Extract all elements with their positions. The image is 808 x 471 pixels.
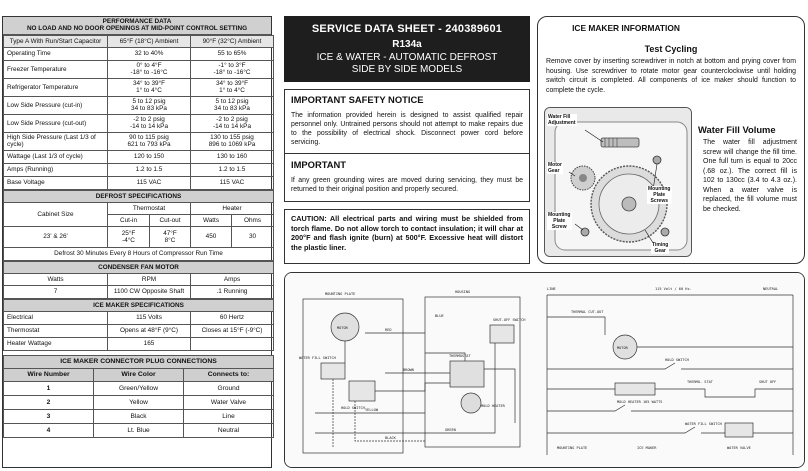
performance-row (4, 163, 274, 176)
connector-wire-color: Lt. Blue (94, 423, 184, 437)
test-cycling-text: Remove cover by inserting screwdriver in notch at bottom and prying cover from housing. Use screwdriver to rotate motor gear counterclockwise until holding switch circuit is completed. All components of ice maker should function to complete the cycle. (546, 58, 796, 94)
performance-row-value: 120 to 150 (108, 150, 191, 163)
defrost-note: Defrost 30 Minutes Every 8 Hours of Compressor Run Time (4, 247, 274, 260)
icemaker-spec-value: Opens at 48°F (9°C) (108, 324, 191, 337)
schematic-water-fill-switch: WATER FILL SWITCH (685, 422, 722, 426)
wire-label-shutoff-switch: SHUT-OFF SWITCH (493, 318, 526, 322)
performance-row-value: 32 to 40% (108, 47, 191, 60)
connector-row (4, 381, 274, 395)
performance-table (3, 35, 274, 190)
label-timing-gear: Timing Gear (652, 242, 669, 254)
performance-row-value: 34° to 39°F 1° to 4°C (108, 78, 191, 96)
connector-wire-color: Black (94, 409, 184, 423)
wiring-diagram-panel (284, 272, 805, 468)
important-text: If any green grounding wires are moved during servicing, they must be returned to their original position and properly secured. (291, 177, 523, 193)
connector-connects-to: Water Valve (184, 395, 274, 409)
cabinet-size-value: 23' & 26' (4, 226, 108, 247)
performance-data-title (3, 17, 271, 35)
icemaker-spec-row (4, 311, 274, 324)
connector-wire-number: 3 (4, 409, 94, 423)
performance-row (4, 35, 274, 47)
icemaker-spec-label: Electrical (4, 311, 108, 324)
performance-row (4, 150, 274, 163)
wire-label-water-fill-switch: WATER FILL SWITCH (299, 356, 336, 360)
connector-table (3, 355, 274, 438)
performance-row-value: 5 to 12 psig 34 to 83 kPa (108, 96, 191, 114)
condenser-watts-value: 7 (4, 285, 108, 298)
connector-header-wire-number: Wire Number (4, 368, 94, 381)
icemaker-spec-label: Heater Wattage (4, 337, 108, 350)
connector-wire-number: 2 (4, 395, 94, 409)
thermostat-label: Thermostat (108, 202, 191, 214)
cutin-value: 25°F -4°C (108, 226, 150, 247)
performance-row-label: Refrigerator Temperature (4, 78, 108, 96)
watts-value: 450 (191, 226, 232, 247)
cutout-label: Cut-out (150, 214, 191, 226)
safety-notice-title: IMPORTANT SAFETY NOTICE (291, 94, 424, 105)
schematic-line-label: LINE (547, 287, 556, 291)
performance-row-label: Low Side Pressure (cut-out) (4, 114, 108, 132)
icemaker-spec-row (4, 324, 274, 337)
connector-header-connects-to: Connects to: (184, 368, 274, 381)
schematic-hold-switch: HOLD SWITCH (665, 358, 689, 362)
ohms-value: 30 (232, 226, 274, 247)
cabinet-size-label: Cabinet Size (4, 202, 108, 226)
connector-connects-to: Neutral (184, 423, 274, 437)
performance-row-value: 65°F (18°C) Ambient (108, 35, 191, 47)
performance-row-label: Operating Time (4, 47, 108, 60)
performance-row-label: Amps (Running) (4, 163, 108, 176)
ohms-label: Ohms (232, 214, 274, 226)
safety-notice-box (284, 89, 530, 202)
schematic-mounting-plate: MOUNTING PLATE (557, 446, 588, 450)
schematic-mold-heater: MOLD HEATER 165 WATTS (617, 400, 663, 404)
wire-label-hold-switch: HOLD SWITCH (341, 406, 365, 410)
refrigerant-label: R134a (392, 39, 422, 50)
condenser-amps-value: .1 Running (191, 285, 274, 298)
performance-row-value: 1.2 to 1.5 (191, 163, 274, 176)
wire-label-green: GREEN (445, 428, 456, 432)
performance-title-line2: NO LOAD AND NO DOOR OPENINGS AT MID-POINT CONTROL SETTING (26, 25, 248, 33)
model-line2: SIDE BY SIDE MODELS (351, 64, 463, 75)
connector-connects-to: Line (184, 409, 274, 423)
label-motor-gear: Motor Gear (548, 162, 562, 174)
schematic-thermal-cutout: THERMAL CUT-OUT (571, 310, 604, 314)
safety-notice-text: The information provided herein is designed to assist qualified repair personnel only. Untrained persons should not attempt to make repairs due to the possibility of electrical shock. Disconnect power cord before servicing. (291, 112, 523, 146)
performance-row (4, 132, 274, 150)
performance-row-label: High Side Pressure (Last 1/3 of cycle) (4, 132, 108, 150)
schematic-ice-maker: ICE MAKER (637, 446, 657, 450)
performance-row-label: Low Side Pressure (cut-in) (4, 96, 108, 114)
icemaker-spec-row (4, 337, 274, 350)
connector-row (4, 423, 274, 437)
defrost-title: DEFROST SPECIFICATIONS (4, 190, 274, 202)
watts-label: Watts (191, 214, 232, 226)
condenser-header-amps: Amps (191, 273, 274, 285)
performance-row-value: 1.2 to 1.5 (108, 163, 191, 176)
schematic-thermostat: THERMO- STAT (687, 380, 713, 384)
water-fill-volume-text: The water fill adjustment screw will change the fill time. One full turn is equal to 20cc (.68 oz.). The correct fill is 102 to 130cc (3.4 to 4.3 oz.). When a water valve is replaced, the fill volume must be checked. (703, 139, 797, 213)
condenser-header-watts: Watts (4, 273, 108, 285)
icemaker-info-title: ICE MAKER INFORMATION (572, 23, 680, 33)
icemaker-spec-value (191, 337, 274, 350)
wire-label-blue: BLUE (435, 314, 444, 318)
connector-row (4, 395, 274, 409)
performance-row-value: 90 to 115 psig 621 to 793 kPa (108, 132, 191, 150)
service-sheet-title: SERVICE DATA SHEET - 240389601 (311, 23, 503, 35)
defrost-table (3, 190, 274, 261)
icemaker-info-panel (537, 16, 805, 264)
icemaker-spec-value: 60 Hertz (191, 311, 274, 324)
condenser-rpm-value: 1100 CW Opposite Shaft (108, 285, 191, 298)
performance-row (4, 47, 274, 60)
water-fill-volume-title: Water Fill Volume (698, 124, 776, 135)
connector-header-wire-color: Wire Color (94, 368, 184, 381)
wire-label-yellow: YELLOW (365, 408, 378, 412)
performance-row-value: 0° to 4°F -18° to -16°C (108, 60, 191, 78)
performance-row-label: Freezer Temperature (4, 60, 108, 78)
condenser-table (3, 261, 274, 299)
connector-wire-number: 1 (4, 381, 94, 395)
performance-row-value: -2 to 2 psig -14 to 14 kPa (191, 114, 274, 132)
connector-wire-color: Yellow (94, 395, 184, 409)
connector-wire-color: Green/Yellow (94, 381, 184, 395)
performance-row-value: 5 to 12 psig 34 to 83 kPa (191, 96, 274, 114)
label-mounting-plate-screws: Mounting Plate Screws (648, 186, 671, 204)
connector-wire-number: 4 (4, 423, 94, 437)
performance-row-label: Base Voltage (4, 176, 108, 189)
wire-label-mounting-plate: MOUNTING PLATE (325, 292, 356, 296)
cutin-label: Cut-in (108, 214, 150, 226)
condenser-title: CONDENSER FAN MOTOR (4, 261, 274, 273)
label-mounting-plate-screw: Mounting Plate Screw (548, 212, 571, 230)
icemaker-spec-label: Thermostat (4, 324, 108, 337)
icemaker-spec-value: 115 Volts (108, 311, 191, 324)
schematic-voltage-label: 115 Volt / 60 Hz. (655, 287, 692, 291)
schematic-shutoff: SHUT OFF (759, 380, 777, 384)
schematic-motor: MOTOR (617, 346, 628, 350)
performance-row-label: Wattage (Last 1/3 of cycle) (4, 150, 108, 163)
performance-row (4, 96, 274, 114)
test-cycling-title: Test Cycling (644, 44, 698, 54)
schematic-neutral-label: NEUTRAL (763, 287, 779, 291)
performance-row (4, 114, 274, 132)
performance-row-value: 115 VAC (191, 176, 274, 189)
cutout-value: 47°F 8°C (150, 226, 191, 247)
wire-label-mold-heater: MOLD HEATER (481, 404, 505, 408)
performance-row-value: 34° to 39°F 1° to 4°C (191, 78, 274, 96)
performance-row-value: 90°F (32°C) Ambient (191, 35, 274, 47)
schematic-water-valve: WATER VALVE (727, 446, 751, 450)
performance-row (4, 176, 274, 189)
label-water-fill-adjustment: Water Fill Adjustment (548, 114, 576, 126)
wire-label-black: BLACK (385, 436, 396, 440)
icemaker-spec-value: 165 (108, 337, 191, 350)
wire-label-brown: BROWN (403, 368, 414, 372)
performance-row-value: -2 to 2 psig -14 to 14 kPa (108, 114, 191, 132)
wire-label-thermostat: THERMOSTAT (449, 354, 471, 358)
performance-row-value: 115 VAC (108, 176, 191, 189)
connector-title: ICE MAKER CONNECTOR PLUG CONNECTIONS (4, 355, 274, 368)
model-line1: ICE & WATER - AUTOMATIC DEFROST (316, 52, 498, 63)
divider (285, 153, 529, 154)
performance-row-value: -1° to 3°F -18° to -16°C (191, 60, 274, 78)
important-title: IMPORTANT (291, 159, 347, 170)
condenser-header-rpm: RPM (108, 273, 191, 285)
wire-label-housing: HOUSING (455, 290, 471, 294)
caution-text: CAUTION: All electrical parts and wiring must be shielded from torch flame. Do not allow torch to contact insulation; it will char at 200°F and flash ignite (burn) at 500°F. Excessive heat will distort the plastic liner. (291, 214, 523, 252)
wire-label-red: RED (385, 328, 392, 332)
performance-row-value: 130 to 160 (191, 150, 274, 163)
icemaker-diagram (544, 107, 692, 257)
icemaker-spec-value: Closes at 15°F (-9°C) (191, 324, 274, 337)
performance-row (4, 60, 274, 78)
performance-row-label: Type A With Run/Start Capacitor (4, 35, 108, 47)
connector-row (4, 409, 274, 423)
icemaker-specs-table (3, 299, 274, 351)
heater-label: Heater (191, 202, 274, 214)
icemaker-specs-title: ICE MAKER SPECIFICATIONS (4, 299, 274, 311)
specifications-panel (2, 16, 272, 468)
performance-row-value: 130 to 155 psig 896 to 1069 kPa (191, 132, 274, 150)
performance-row-value: 55 to 65% (191, 47, 274, 60)
caution-box (284, 209, 530, 264)
wire-label-motor: MOTOR (337, 326, 348, 330)
connector-connects-to: Ground (184, 381, 274, 395)
performance-title-line1: PERFORMANCE DATA (102, 18, 172, 25)
performance-row (4, 78, 274, 96)
